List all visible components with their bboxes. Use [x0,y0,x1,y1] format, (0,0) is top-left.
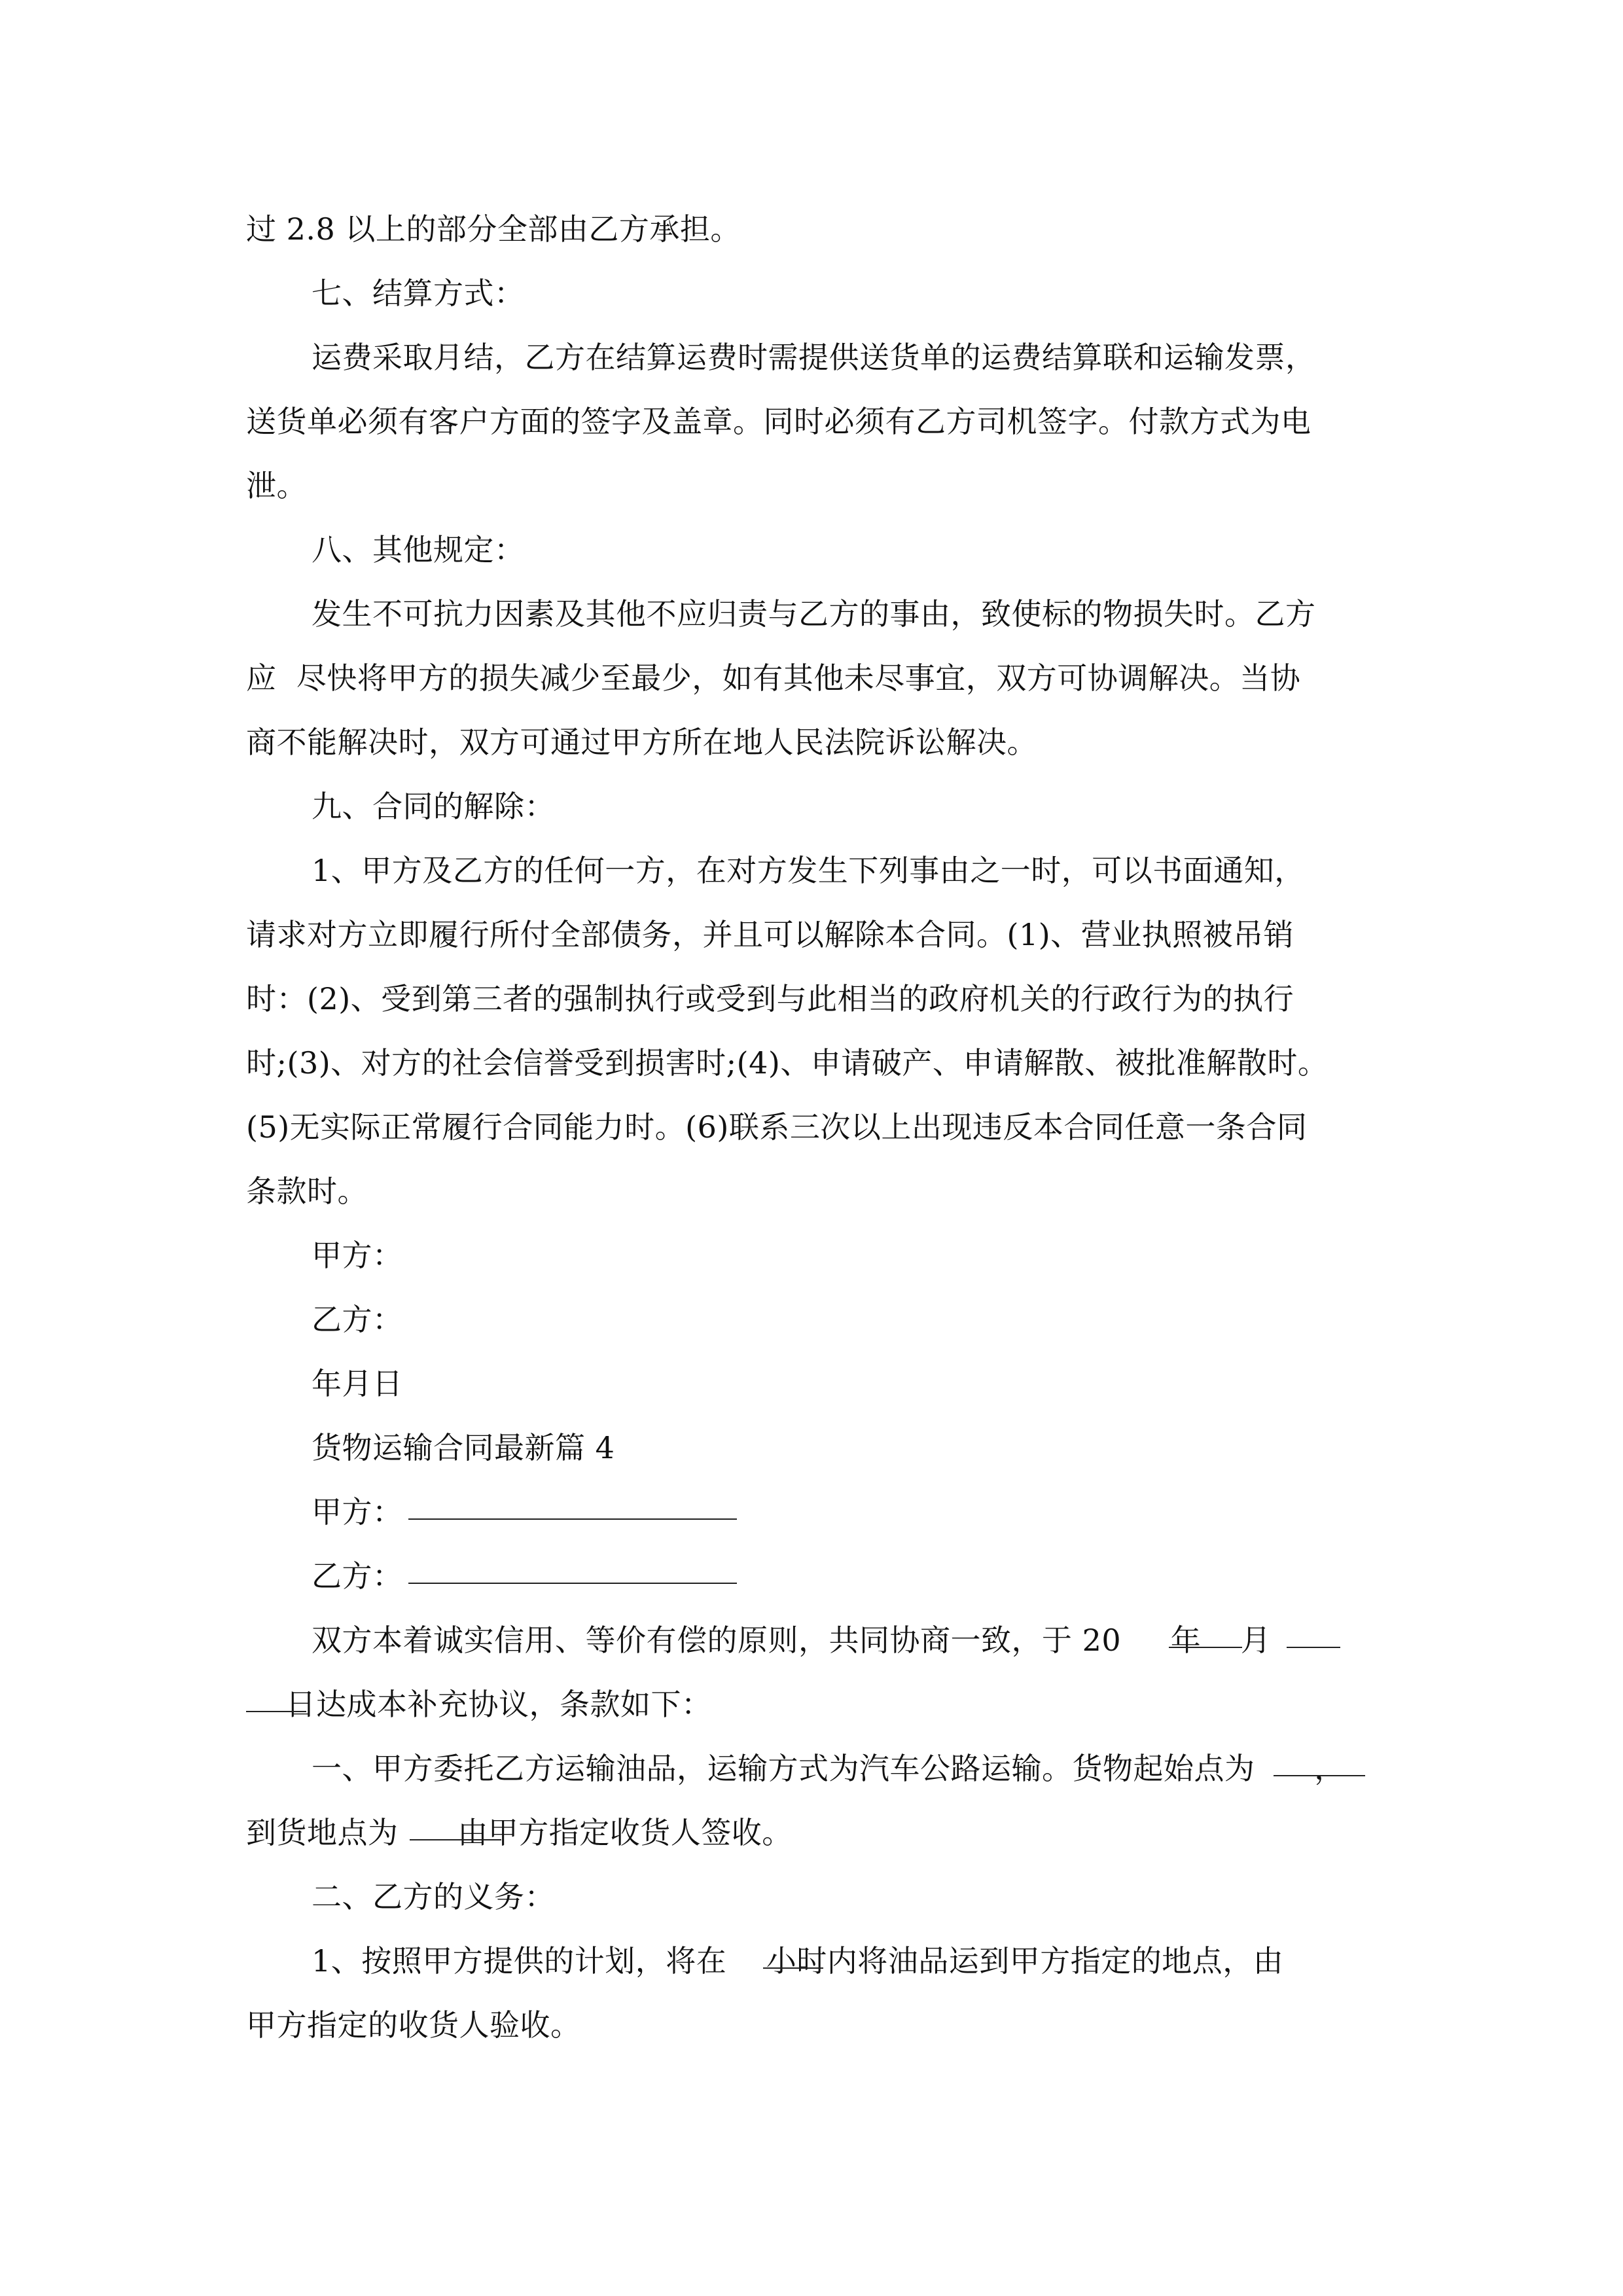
text-line: 过 2.8 以上的部分全部由乙方承担。 [246,211,741,247]
section-heading: 二、乙方的义务： [312,1879,555,1914]
hours-blank [763,1967,823,1969]
party-a-blank [408,1518,737,1520]
text-line: 泄。 [246,468,307,503]
text-line: 1、甲方及乙方的任何一方，在对方发生下列事由之一时，可以书面通知， [312,853,1305,888]
day-blank [246,1711,306,1712]
text-line: 商不能解决时，双方可通过甲方所在地人民法院诉讼解决。 [246,725,1037,760]
text-line: 甲方指定的收货人验收。 [246,2007,581,2043]
text-line: 到货地点为 由甲方指定收货人签收。 [246,1815,793,1850]
party-b-label: 乙方： [312,1302,403,1337]
text-line: 发生不可抗力因素及其他不应归责与乙方的事由，致使标的物损失时。乙方 [312,596,1316,632]
text-line: 应 尽快将甲方的损失减少至最少，如有其他未尽事宜，双方可协调解决。当协 [246,660,1301,696]
year-blank [1169,1647,1242,1648]
text-line: 一、甲方委托乙方运输油品，运输方式为汽车公路运输。货物起始点为 ， [312,1751,1345,1786]
text-line: 时;(3)、对方的社会信誉受到损害时;(4)、申请破产、申请解散、被批准解散时。 [246,1045,1329,1081]
section-heading: 九、合同的解除： [312,789,555,824]
section-heading: 八、其他规定： [312,532,525,567]
text-line: 双方本着诚实信用、等价有偿的原则，共同协商一致，于 20 年 月 [312,1623,1272,1658]
text-line: 条款时。 [246,1174,368,1209]
text-line: 请求对方立即履行所付全部债务，并且可以解除本合同。(1)、营业执照被吊销 [246,917,1294,952]
origin-blank [1274,1775,1365,1776]
section-heading: 七、结算方式： [312,276,525,311]
text-line: 运费采取月结，乙方在结算运费时需提供送货单的运费结算联和运输发票， [312,340,1316,375]
party-a-label: 甲方： [312,1494,403,1530]
text-line: 时：(2)、受到第三者的强制执行或受到与此相当的政府机关的行政行为的执行 [246,981,1294,1016]
text-line: 1、按照甲方提供的计划，将在 小时内将油品运到甲方指定的地点，由 [312,1943,1284,1979]
party-b-label: 乙方： [312,1558,403,1594]
month-blank [1287,1647,1340,1648]
text-line: (5)无实际正常履行合同能力时。(6)联系三次以上出现违反本合同任意一条合同 [246,1109,1308,1145]
party-a-label: 甲方： [312,1238,403,1273]
contract-title: 货物运输合同最新篇 4 [312,1430,615,1465]
destination-blank [410,1839,501,1840]
text-line: 送货单必须有客户方面的签字及盖章。同时必须有乙方司机签字。付款方式为电 [246,404,1311,439]
text-line: 日达成本补充协议，条款如下： [246,1687,712,1722]
party-b-blank [408,1583,737,1584]
date-label: 年月日 [312,1366,403,1401]
